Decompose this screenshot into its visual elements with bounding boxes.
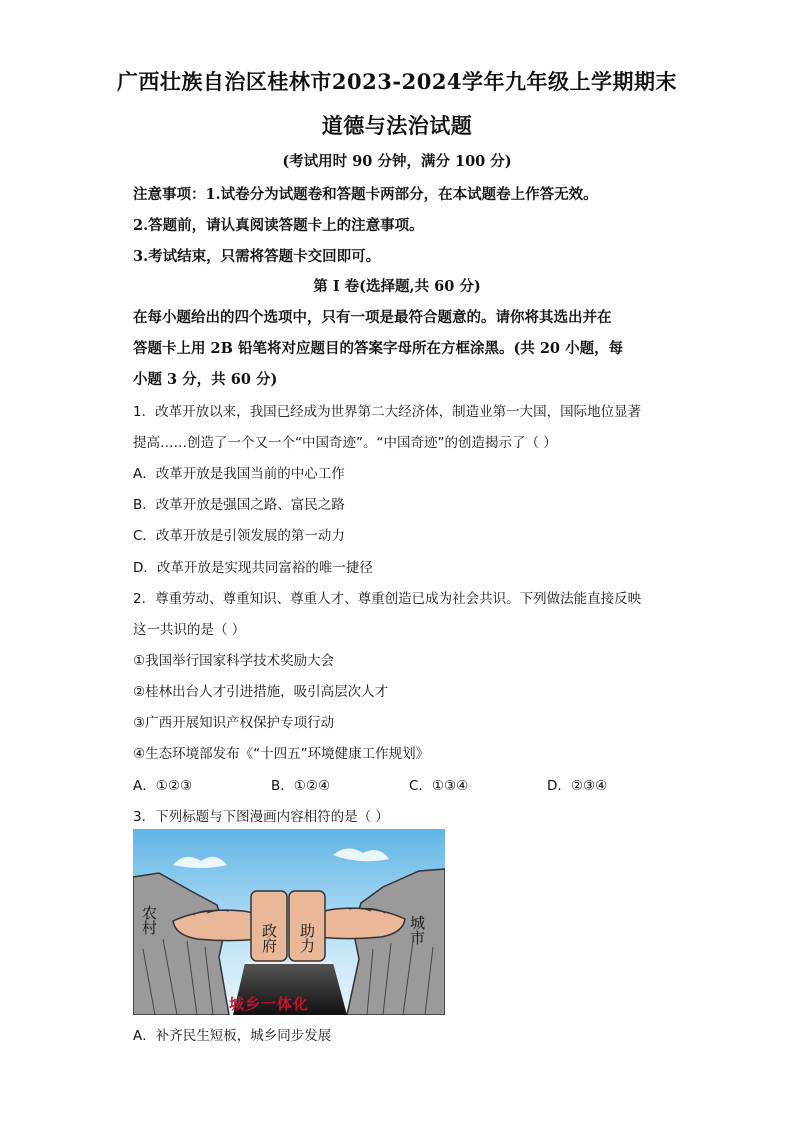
section-instruction-2: 答题卡上用 2B 铅笔将对应题目的答案字母所在方框涂黑。(共 20 小题，每 bbox=[133, 340, 624, 357]
q3-cartoon bbox=[133, 829, 445, 1015]
exam-title-line1: 广西壮族自治区桂林市2023-2024学年九年级上学期期末 bbox=[116, 69, 678, 94]
q1-option-d: D．改革开放是实现共同富裕的唯一捷径 bbox=[133, 560, 373, 576]
q2-item-4: ④生态环境部发布《“十四五”环境健康工作规划》 bbox=[133, 746, 430, 762]
section-heading: 第 I 卷(选择题,共 60 分) bbox=[313, 278, 481, 295]
q2-option-d: D．②③④ bbox=[547, 778, 608, 794]
q1-option-b: B．改革开放是强国之路、富民之路 bbox=[133, 497, 345, 513]
q2-item-3: ③广西开展知识产权保护专项行动 bbox=[133, 715, 335, 731]
q2-option-a: A．①②③ bbox=[133, 778, 193, 794]
q2-option-c: C．①③④ bbox=[409, 778, 469, 794]
cartoon-illustration bbox=[133, 829, 445, 1015]
cartoon-label-government: 政府 bbox=[260, 923, 278, 953]
section-instruction-1: 在每小题给出的四个选项中，只有一项是最符合题意的。请你将其选出并在 bbox=[133, 309, 612, 326]
q1-option-c: C．改革开放是引领发展的第一动力 bbox=[133, 528, 345, 544]
cartoon-label-support: 助力 bbox=[298, 923, 316, 953]
q1-stem-1: 1．改革开放以来，我国已经成为世界第二大经济体，制造业第一大国，国际地位显著 bbox=[133, 404, 642, 420]
cartoon-label-city: 城市 bbox=[408, 915, 426, 945]
cartoon-banner: 城乡一体化 bbox=[229, 995, 310, 1013]
q2-item-1: ①我国举行国家科学技术奖励大会 bbox=[133, 653, 335, 669]
q1-stem-2: 提高……创造了一个又一个“中国奇迹”。“中国奇迹”的创造揭示了（ ） bbox=[133, 435, 557, 451]
exam-info: (考试用时 90 分钟，满分 100 分) bbox=[282, 153, 512, 170]
q1-option-a: A．改革开放是我国当前的中心工作 bbox=[133, 466, 345, 482]
q2-options bbox=[133, 774, 607, 794]
cartoon-label-village: 农村 bbox=[140, 905, 158, 935]
note-3: 3.考试结束，只需将答题卡交回即可。 bbox=[133, 248, 381, 265]
q3-stem: 3．下列标题与下图漫画内容相符的是（ ） bbox=[133, 809, 389, 825]
section-instruction-3: 小题 3 分，共 60 分) bbox=[133, 371, 278, 388]
note-1: 注意事项：1.试卷分为试题卷和答题卡两部分，在本试题卷上作答无效。 bbox=[133, 186, 598, 203]
q2-stem-2: 这一共识的是（ ） bbox=[133, 622, 246, 638]
q2-option-b: B．①②④ bbox=[271, 778, 331, 794]
exam-title-line2: 道德与法治试题 bbox=[321, 113, 473, 138]
note-2: 2.答题前，请认真阅读答题卡上的注意事项。 bbox=[133, 217, 424, 234]
q2-item-2: ②桂林出台人才引进措施，吸引高层次人才 bbox=[133, 684, 389, 700]
q2-stem-1: 2．尊重劳动、尊重知识、尊重人才、尊重创造已成为社会共识。下列做法能直接反映 bbox=[133, 591, 642, 607]
q3-option-a: A．补齐民生短板，城乡同步发展 bbox=[133, 1028, 332, 1044]
